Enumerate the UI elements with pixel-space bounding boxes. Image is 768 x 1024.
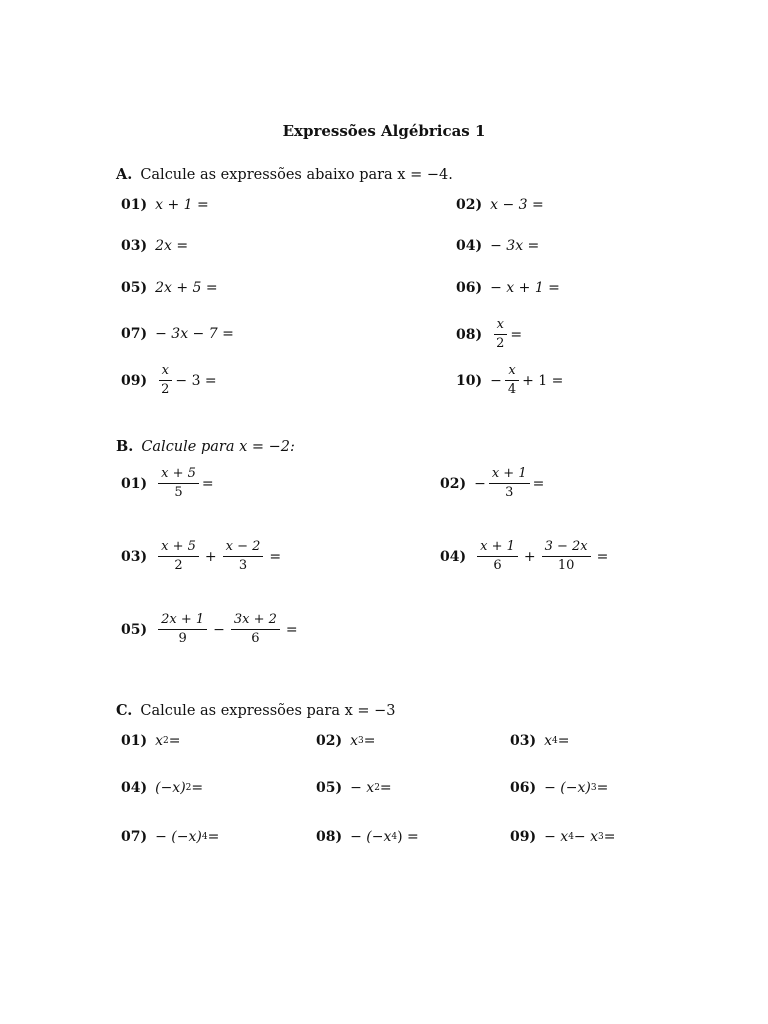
b-item-05: 05) $\frac{2x + 1}{9}$ − $\frac{3x + 2}{6}$ = — [121, 612, 298, 647]
b-item-03: 03) $\frac{x + 5}{2}$ + $\frac{x - 2}{3}$ = — [121, 539, 282, 574]
fraction: $\frac{x + 1}{6}$ — [477, 540, 518, 574]
b-item-01: 01) $\frac{x + 5}{5}$ = — [121, 466, 214, 501]
c-item-07: 07) − (−x) 4 = — [121, 829, 220, 845]
section-b-instruction: Calcule para x = −2: — [141, 439, 295, 455]
fraction: $\frac{x - 2}{3}$ — [223, 540, 264, 574]
c-item-04: 04) (−x) 2 = — [121, 780, 204, 796]
a-item-04: 04) − 3x = — [456, 238, 540, 254]
b-item-04: 04) $\frac{x + 1}{6}$ + $\frac{3 - 2x}{10}$ = — [440, 539, 609, 574]
fraction: $\frac{x}{2}$ — [493, 318, 507, 352]
c-item-02: 02) x 3 = — [316, 733, 376, 749]
a-item-09: 09) $\frac{x}{2}$ − 3 = — [121, 363, 217, 398]
fraction: $\frac{2x + 1}{9}$ — [158, 613, 207, 647]
c-item-09: 09) − x 4 − x 3 = — [510, 829, 616, 845]
c-item-03: 03) x 4 = — [510, 733, 570, 749]
a-item-10: 10) − $\frac{x}{4}$ + 1 = — [456, 363, 564, 398]
section-b-letter: B. — [116, 438, 134, 455]
fraction: $\frac{x + 5}{5}$ — [158, 467, 199, 501]
section-a-instruction: Calcule as expressões abaixo para x = −4. — [140, 167, 453, 183]
a-item-03: 03) 2x = — [121, 238, 189, 254]
section-c-letter: C. — [116, 702, 133, 719]
section-b-heading — [116, 438, 295, 455]
c-item-05: 05) − x 2 = — [316, 780, 392, 796]
fraction: $\frac{3 - 2x}{10}$ — [542, 540, 591, 574]
section-c-instruction: Calcule as expressões para x = −3 — [140, 703, 396, 719]
fraction: $\frac{x}{2}$ — [158, 364, 172, 398]
fraction: $\frac{x + 1}{3}$ — [489, 467, 530, 501]
a-item-01: 01) x + 1 = — [121, 197, 209, 213]
a-item-06: 06) − x + 1 = — [456, 280, 560, 296]
c-item-06: 06) − (−x) 3 = — [510, 780, 609, 796]
section-a-heading — [116, 166, 453, 183]
c-item-08: 08) − (−x 4 ) = — [316, 829, 419, 845]
fraction: $\frac{3x + 2}{6}$ — [231, 613, 280, 647]
fraction: $\frac{x}{4}$ — [505, 364, 519, 398]
a-item-07: 07) − 3x − 7 = — [121, 326, 234, 342]
fraction: $\frac{x + 5}{2}$ — [158, 540, 199, 574]
section-c-heading — [116, 702, 396, 719]
b-item-02: 02) − $\frac{x + 1}{3}$ = — [440, 466, 545, 501]
page-title: Expressões Algébricas 1 — [282, 122, 486, 140]
a-item-02: 02) x − 3 = — [456, 197, 544, 213]
c-item-01: 01) x 2 = — [121, 733, 181, 749]
a-item-08: 08) $\frac{x}{2}$ = — [456, 317, 523, 352]
section-a-letter: A. — [116, 166, 133, 183]
a-item-05: 05) 2x + 5 = — [121, 280, 218, 296]
